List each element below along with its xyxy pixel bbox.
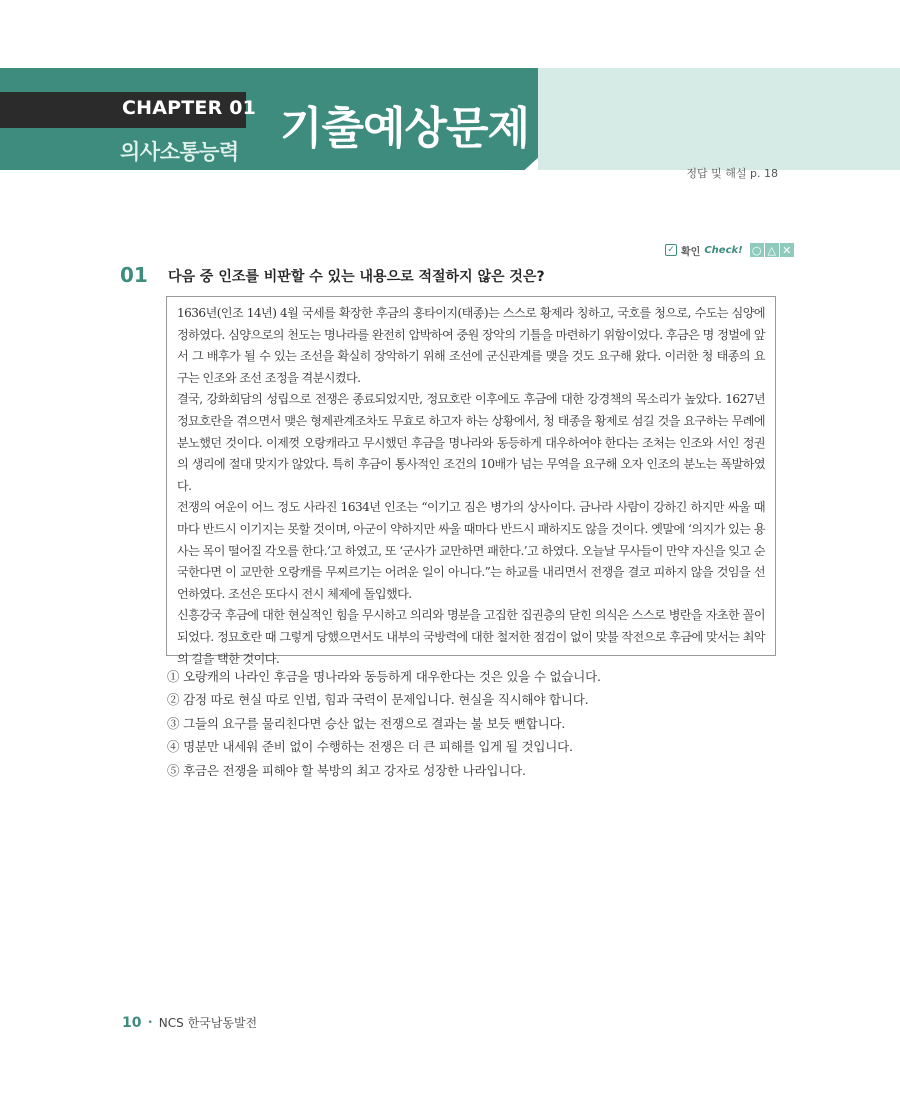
answer-reference: 정답 및 해설 p. 18 [686, 167, 778, 180]
question-number: 01 [120, 263, 148, 287]
option-4[interactable]: ④ 명분만 내세워 준비 없이 수행하는 전쟁은 더 큰 피해를 입게 될 것입니다. [167, 739, 573, 755]
book-title: NCS 한국남동발전 [158, 1016, 258, 1030]
passage-paragraph: 1636년(인조 14년) 4월 국세를 확장한 후금의 홍타이지(태종)는 스스로 황제라 칭하고, 국호를 청으로, 수도는 심양에 정하였다. 심양으로의 천도는 명나라를 완전히 압박하여 중원 장악의 기틀을 마련하기 위함이었다. 후금은 명 정벌에 앞서 그 배후가 될 수 있는 조선을 확실히 장악하기 위해 조선에 군신관계를 맺을 것도 요구해 왔다. 이러한 청 태종의 요구는 인조와 조선 조정을 격분시켰다. [177, 306, 765, 385]
chapter-label: CHAPTER 01 [122, 97, 257, 119]
option-5[interactable]: ⑤ 후금은 전쟁을 피해야 할 북방의 최고 강자로 성장한 나라입니다. [167, 762, 526, 778]
passage-box [166, 296, 776, 666]
checkbox-icon: ✓ [665, 244, 677, 256]
option-1[interactable]: ① 오랑캐의 나라인 후금을 명나라와 동등하게 대우한다는 것은 있을 수 없습니다. [167, 669, 601, 684]
question-text: 다음 중 인조를 비판할 수 있는 내용으로 적절하지 않은 것은? [168, 269, 545, 285]
bullet-icon: • [147, 1017, 153, 1028]
check-marks [750, 243, 794, 257]
page-title: 기출예상문제 [280, 103, 530, 154]
passage-paragraph: 신흥강국 후금에 대한 현실적인 힘을 무시하고 의리와 명분을 고집한 집권층의 닫힌 의식은 스스로 병란을 자초한 꼴이 되었다. 정묘호란 때 그렇게 당했으면서도 내부의 국방력에 대한 철저한 점검이 없이 맞불 작전으로 후금에 맞서는 최악의 길을 택한 것이다. [177, 608, 765, 666]
triangle-mark-icon: △ [765, 243, 779, 257]
check-row [665, 242, 794, 258]
passage-paragraph: 결국, 강화회담의 성립으로 전쟁은 종료되었지만, 정묘호란 이후에도 후금에 대한 강경책의 목소리가 높았다. 1627년 정묘호란을 겪으면서 맺은 형제관계조차도 무효로 하고자 하는 상황에서, 청 태종을 황제로 섬길 것을 요구하는 무례에 분노했던 것이다. 이제껏 오랑캐라고 무시했던 후금을 명나라와 동등하게 대우하여야 한다는 조처는 인조와 서인 정권의 생리에 절대 맞지가 않았다. 특히 후금이 통사적인 조건의 10배가 넘는 무역을 요구해 오자 인조의 분노는 폭발하였다. [177, 392, 765, 493]
page-footer [122, 1014, 257, 1031]
page-number: 10 [122, 1014, 142, 1031]
passage-paragraph: 전쟁의 여운이 어느 정도 사라진 1634년 인조는 “이기고 짐은 병가의 상사이다. 금나라 사람이 강하긴 하지만 싸울 때마다 반드시 이기지는 못할 것이며, 아군이 약하지만 싸울 때마다 반드시 패하지도 않을 것이다. 옛말에 ‘의지가 있는 용사는 목이 떨어질 각오를 한다.’고 하였고, 또 ‘군사가 교만하면 패한다.’고 하였다. 오늘날 무사들이 만약 자신을 잊고 순국한다면 이 교만한 오랑캐를 무찌르기는 어려운 일이 아니다.”는 하교를 내리면서 전쟁을 결코 피하지 않을 것임을 선언하였다. 조선은 또다시 전시 체제에 돌입했다. [177, 500, 765, 601]
check-accent: Check! [704, 244, 743, 256]
circle-mark-icon: ○ [750, 243, 764, 257]
option-3[interactable]: ③ 그들의 요구를 물리친다면 승산 없는 전쟁으로 결과는 불 보듯 뻔합니다. [167, 715, 566, 731]
chapter-subtitle: 의사소통능력 [120, 140, 239, 164]
header-band-light [538, 68, 900, 170]
x-mark-icon: ✕ [780, 243, 794, 257]
check-label: 확인 [681, 246, 701, 258]
answer-options [167, 665, 767, 782]
option-2[interactable]: ② 감정 따로 현실 따로 인법, 힘과 국력이 문제입니다. 현실을 직시해야 합니다. [167, 692, 589, 708]
